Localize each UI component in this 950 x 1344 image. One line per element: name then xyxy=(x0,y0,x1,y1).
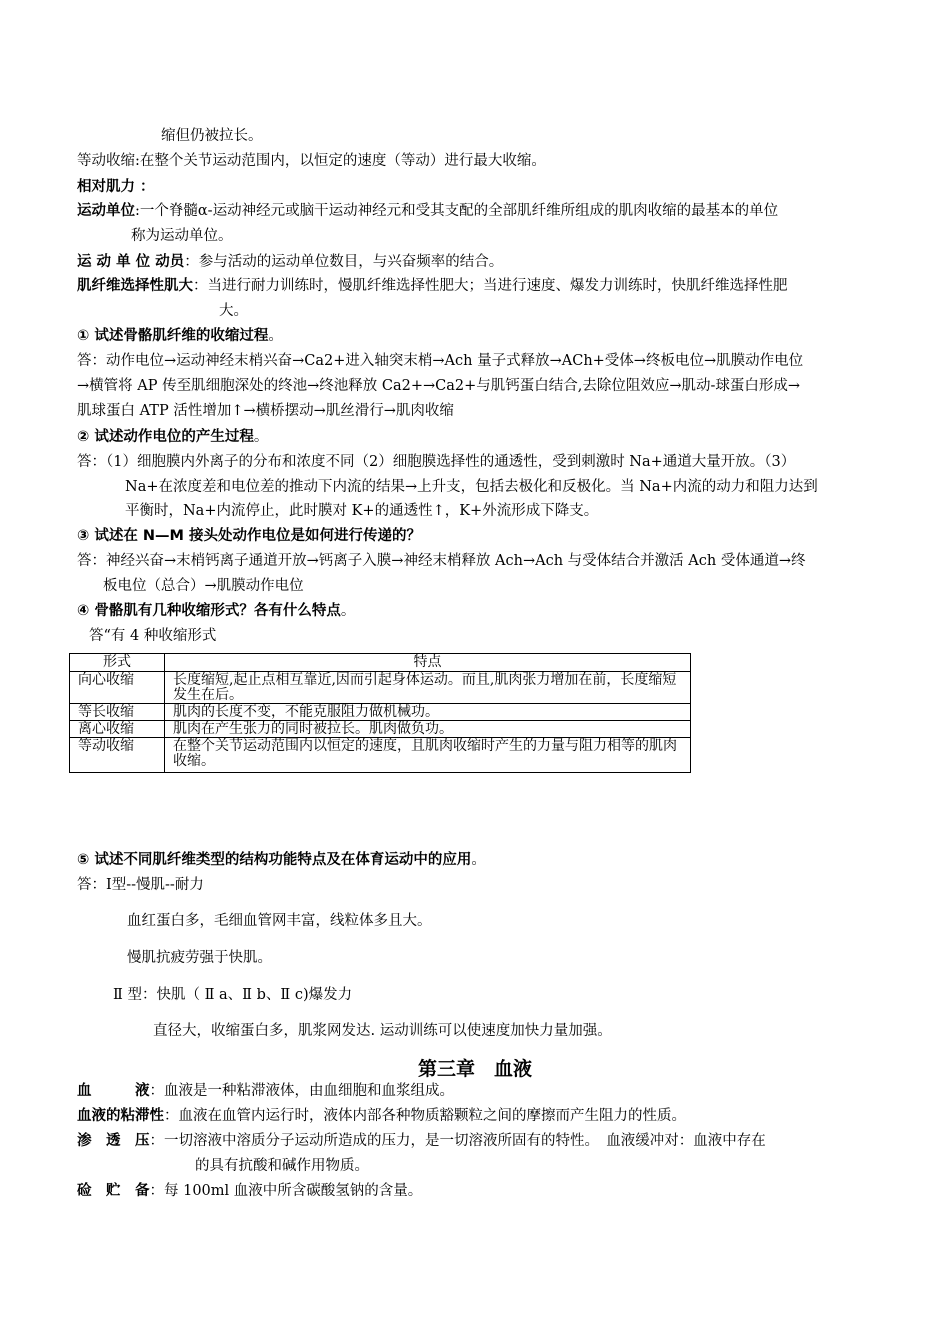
table-cell: 长度缩短,起止点相互靠近,因而引起身体运动。而且,肌肉张力增加在前，长度缩短发生在后。 xyxy=(165,672,691,704)
question-4: ④ 骨骼肌有几种收缩形式？各有什么特点。 xyxy=(77,603,356,619)
table-cell: 向心收缩 xyxy=(70,672,165,704)
answer-5-line: 慢肌抗疲劳强于快肌。 xyxy=(127,950,272,966)
answer-2-line: Na+在浓度差和电位差的推动下内流的结果→上升支，包括去极化和反极化。当 Na+内流的动力和阻力达到 xyxy=(125,479,818,495)
table-cell: 离心收缩 xyxy=(70,721,165,738)
contraction-forms-table xyxy=(69,653,691,773)
table-header: 特点 xyxy=(165,654,691,672)
answer-5-line: 直径大，收缩蛋白多，肌浆网发达. 运动训练可以使速度加快力量加强。 xyxy=(153,1023,612,1039)
definition-blood-viscosity: 血液的粘滞性：血液在血管内运行时，液体内部各种物质豁颗粒之间的摩擦而产生阻力的性质。 xyxy=(77,1108,686,1124)
table-header: 形式 xyxy=(70,654,165,672)
question-2: ② 试述动作电位的产生过程。 xyxy=(77,429,269,445)
answer-1-line: →横管将 AP 传至肌细胞深处的终池→终池释放 Ca2+→Ca2+与肌钙蛋白结合,去除位阻效应→肌动-球蛋白形成→ xyxy=(77,378,801,394)
definition-isokinetic: 等动收缩:在整个关节运动范围内，以恒定的速度（等动）进行最大收缩。 xyxy=(77,153,546,169)
definition-osmotic-pressure: 渗 透 压：一切溶液中溶质分子运动所造成的压力，是一切溶液所固有的特性。 血液缓冲对：血液中存在 xyxy=(77,1133,766,1149)
answer-3-line: 答：神经兴奋→末梢钙离子通道开放→钙离子入膜→神经末梢释放 Ach→Ach 与受体结合并激活 Ach 受体通道→终 xyxy=(77,553,806,569)
definition-selective-hypertrophy: 肌纤维选择性肌大：当进行耐力训练时，慢肌纤维选择性肥大；当进行速度、爆发力训练时，快肌纤维选择性肥 xyxy=(77,278,788,294)
text-line: 的具有抗酸和碱作用物质。 xyxy=(195,1158,369,1174)
text-line: 缩但仍被拉长。 xyxy=(161,128,263,144)
definition-relative-strength: 相对肌力 ： xyxy=(77,179,155,195)
answer-3-line: 板电位（总合）→肌膜动作电位 xyxy=(103,578,304,594)
answer-5-line: Ⅱ 型：快肌（ Ⅱ a、Ⅱ b、Ⅱ c)爆发力 xyxy=(113,987,353,1003)
answer-4-line: 答“有 4 种收缩形式 xyxy=(89,628,217,644)
question-5: ⑤ 试述不同肌纤维类型的结构功能特点及在体育运动中的应用。 xyxy=(77,852,486,868)
answer-2-line: 平衡时，Na+内流停止，此时膜对 K+的通透性↑，K+外流形成下降支。 xyxy=(125,503,599,519)
chapter-heading: 第三章 血液 xyxy=(417,1058,532,1080)
definition-blood: 血 液：血液是一种粘滞液体，由血细胞和血浆组成。 xyxy=(77,1083,454,1099)
table-cell: 肌肉在产生张力的同时被拉长。肌肉做负功。 xyxy=(165,721,691,738)
answer-5-line: 答：Ⅰ型--慢肌--耐力 xyxy=(77,877,204,893)
table-header-row xyxy=(70,654,691,672)
table-cell: 等动收缩 xyxy=(70,738,165,773)
definition-motor-unit-recruitment: 运 动 单 位 动员：参与活动的运动单位数目，与兴奋频率的结合。 xyxy=(77,254,504,270)
table-cell: 肌肉的长度不变，不能克服阻力做机械功。 xyxy=(165,704,691,721)
answer-2-line: 答：（1）细胞膜内外离子的分布和浓度不同（2）细胞膜选择性的通透性，受到刺激时 Na+通道大量开放。（3） xyxy=(77,454,796,470)
table-row xyxy=(70,738,691,773)
table-row xyxy=(70,721,691,738)
table-row xyxy=(70,672,691,704)
definition-motor-unit: 运动单位:一个脊髓α-运动神经元或脑干运动神经元和受其支配的全部肌纤维所组成的肌肉收缩的最基本的单位 xyxy=(77,203,779,219)
question-3: ③ 试述在 N—M 接头处动作电位是如何进行传递的？ xyxy=(77,528,421,544)
question-1: ① 试述骨骼肌纤维的收缩过程。 xyxy=(77,328,283,344)
text-line: 大。 xyxy=(219,303,248,319)
text-line: 称为运动单位。 xyxy=(131,228,233,244)
answer-5-line: 血红蛋白多，毛细血管网丰富，线粒体多且大。 xyxy=(127,913,432,929)
answer-1-line: 肌球蛋白 ATP 活性增加↑→横桥摆动→肌丝滑行→肌肉收缩 xyxy=(77,403,454,419)
table-cell: 在整个关节运动范围内以恒定的速度，且肌肉收缩时产生的力量与阻力相等的肌肉收缩。 xyxy=(165,738,691,773)
answer-1-line: 答：动作电位→运动神经末梢兴奋→Ca2+进入轴突末梢→Ach 量子式释放→ACh+受体→终板电位→肌膜动作电位 xyxy=(77,353,804,369)
definition-alkali-reserve: 硷 贮 备：每 100ml 血液中所含碳酸氢钠的含量。 xyxy=(77,1183,423,1199)
table-cell: 等长收缩 xyxy=(70,704,165,721)
table-row xyxy=(70,704,691,721)
